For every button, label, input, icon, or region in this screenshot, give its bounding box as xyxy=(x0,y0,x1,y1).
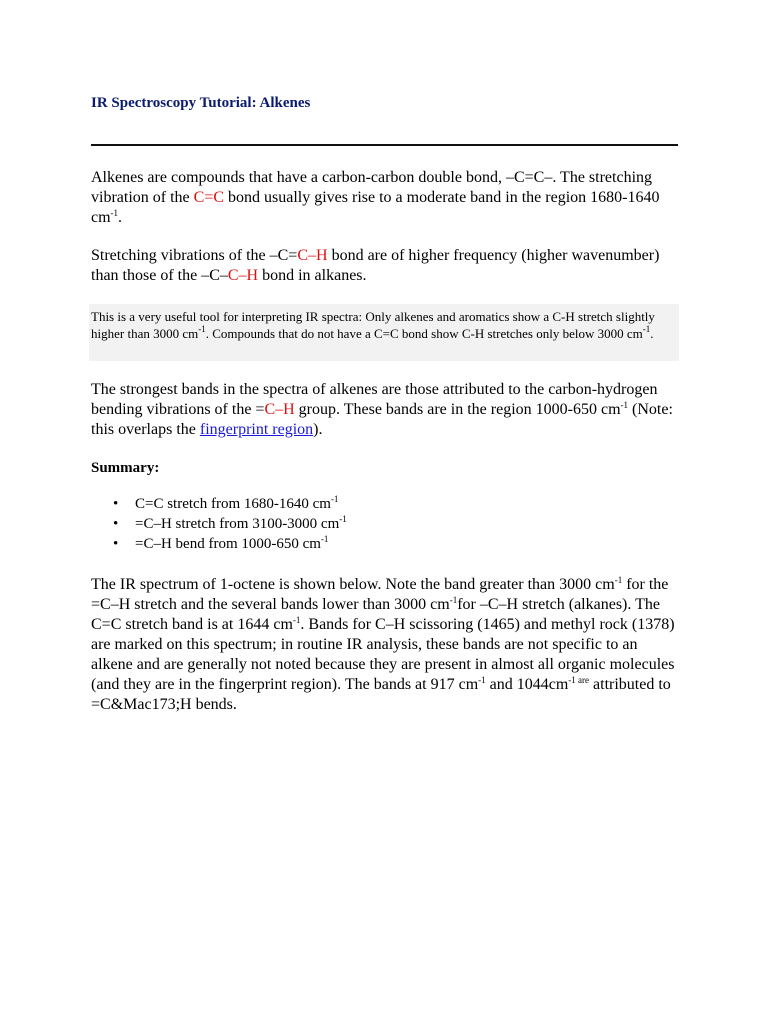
bullet-icon: • xyxy=(113,496,119,512)
horizontal-rule xyxy=(91,144,678,146)
highlight-ch-bend: C–H xyxy=(264,401,295,418)
highlight-ch-alkane: C–H xyxy=(227,267,259,284)
paragraph-intro: Alkenes are compounds that have a carbon-carbon double bond, –C=C–. The stretching vibration of the C=C bond usually gives rise to a moderate band in the region 1680-1640 $cm^{-1}$. xyxy=(91,169,660,226)
highlight-cc: C=C xyxy=(193,189,225,206)
list-item: • =C–H bend from 1000-650 $cm^{-1}$ xyxy=(113,534,329,552)
paragraph-bending: The strongest bands in the spectra of alkenes are those attributed to the carbon-hydrogen bending vibrations of the =C–H group. These bands are in the region 1000-650 $cm^{-1}$ (Note: this overlaps the fingerprint region). xyxy=(91,381,673,438)
paragraph-octene: The IR spectrum of 1-octene is shown below. Note the band greater than 3000 $cm^{-1}$ for the =C–H stretch and the several bands lower than 3000 $cm^{-1}for$ –C–H stretch (alkanes). The C=C stretch band is at 1644 $cm^{-1}$. Bands for C–H scissoring (1465) and methyl rock (1378) are marked on this spectrum; in routine IR analysis, these bands are not specific to an alkene and are generally not noted because they are present in almost all organic molecules (and they are in the fingerprint region). The bands at 917 $cm^{-1}$ and $1044cm^{-1 are}$ attributed to =C&Mac173;H bends. xyxy=(91,575,675,713)
highlight-ch: C–H xyxy=(297,247,328,264)
paragraph-ch-stretch: Stretching vibrations of the –C=C–H bond are of higher frequency (higher wavenumber) than those of the –C–C–H bond in alkanes. xyxy=(91,247,660,284)
tip-box: This is a very useful tool for interpreting IR spectra: Only alkenes and aromatics show a C-H stretch slightly higher than 3000 $cm^{-1}$. Compounds that do not have a C=C bond show C-H stretches only below 3000 $cm^{-1}$. xyxy=(89,304,679,361)
list-item: • C=C stretch from 1680-1640 $cm^{-1}$ xyxy=(113,494,339,512)
bullet-icon: • xyxy=(113,536,119,552)
fingerprint-region-link[interactable]: fingerprint region xyxy=(199,421,314,438)
summary-heading: Summary: xyxy=(91,460,160,476)
bullet-icon: • xyxy=(113,516,119,532)
summary-list xyxy=(91,494,347,554)
page-title: IR Spectroscopy Tutorial: Alkenes xyxy=(91,95,311,111)
list-item: • =C–H stretch from 3100-3000 $cm^{-1}$ xyxy=(113,514,347,532)
